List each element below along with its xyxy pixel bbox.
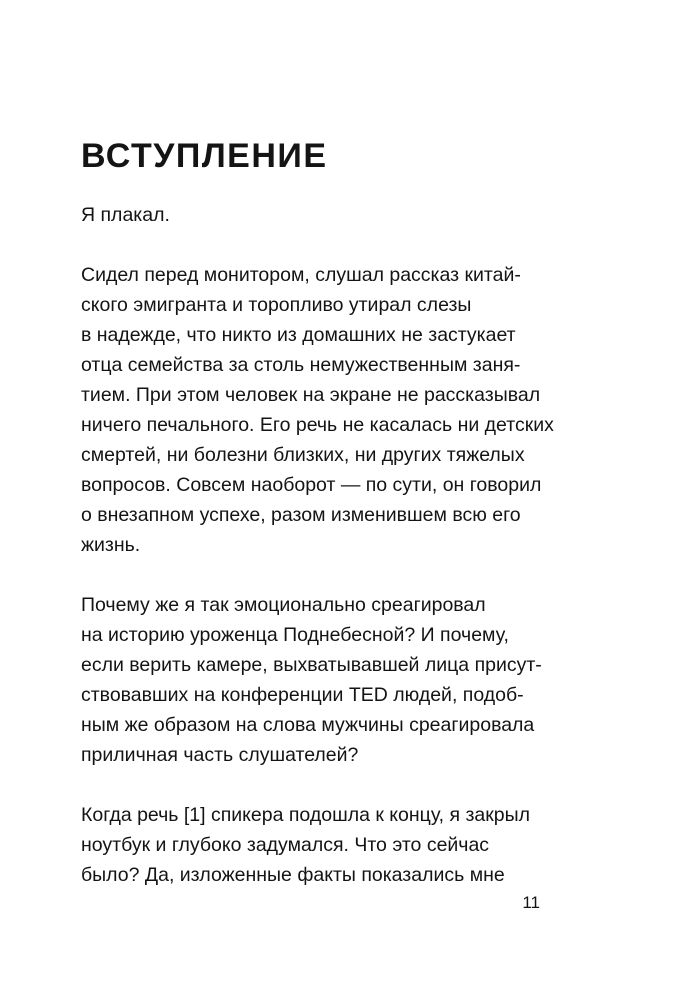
- text-line: отца семейства за столь немужественным заня-: [81, 354, 521, 376]
- text-line: в надежде, что никто из домашних не застукает: [81, 324, 516, 346]
- text-line: на историю уроженца Поднебесной? И почему,: [81, 624, 509, 646]
- text-line: вопросов. Совсем наоборот — по сути, он говорил: [81, 474, 542, 496]
- text-line: ского эмигранта и торопливо утирал слезы: [81, 294, 472, 316]
- text-line: смертей, ни болезни близких, ни других тяжелых: [81, 444, 525, 466]
- text-line: ничего печального. Его речь не касалась ни детских: [81, 414, 554, 436]
- chapter-title: ВСТУПЛЕНИЕ: [81, 137, 328, 175]
- paragraph-gap: [81, 560, 551, 590]
- paragraph-1: [81, 200, 551, 230]
- text-line: ствовавших на конференции TED людей, подоб-: [81, 684, 524, 706]
- text-line: жизнь.: [81, 534, 141, 556]
- text-line: Я плакал.: [81, 204, 170, 226]
- text-line: Когда речь [1] спикера подошла к концу, я закрыл: [81, 804, 530, 826]
- text-line: ноутбук и глубоко задумался. Что это сейчас: [81, 834, 490, 856]
- text-line: ным же образом на слова мужчины среагировала: [81, 714, 535, 736]
- paragraph-4: [81, 800, 551, 890]
- text-line: Почему же я так эмоционально среагировал: [81, 594, 486, 616]
- paragraph-gap: [81, 230, 551, 260]
- paragraph-3: [81, 590, 551, 770]
- text-line: приличная часть слушателей?: [81, 744, 359, 766]
- page-number: 11: [522, 893, 540, 912]
- text-line: если верить камере, выхватывавшей лица присут-: [81, 654, 542, 676]
- paragraph-2: [81, 260, 554, 560]
- text-line: тием. При этом человек на экране не рассказывал: [81, 384, 541, 406]
- text-line: о внезапном успехе, разом изменившем всю его: [81, 504, 521, 526]
- body-text: [81, 200, 554, 890]
- text-line: Сидел перед монитором, слушал рассказ китай-: [81, 264, 521, 286]
- paragraph-gap: [81, 770, 551, 800]
- text-line: было? Да, изложенные факты показались мне: [81, 864, 505, 886]
